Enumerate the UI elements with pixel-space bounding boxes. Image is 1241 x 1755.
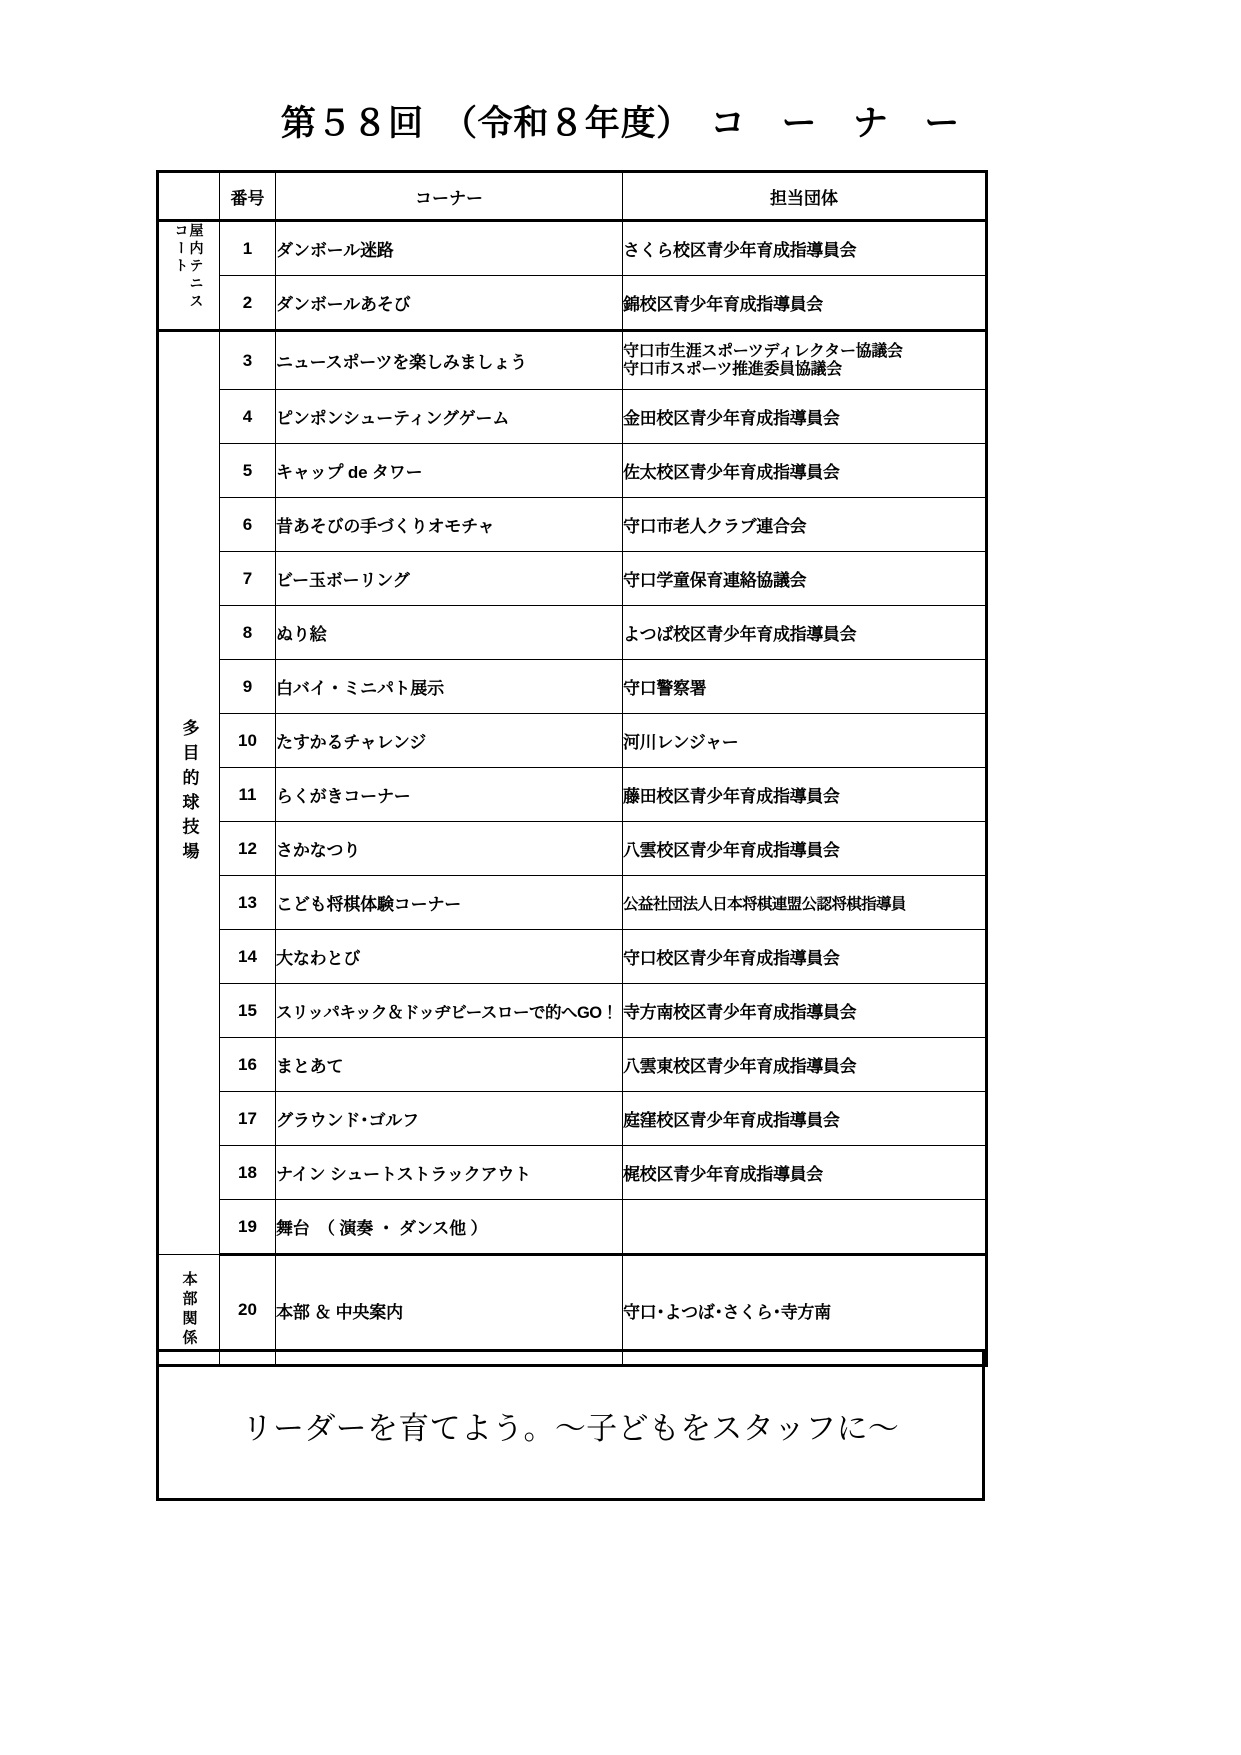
row-number: 10: [220, 714, 276, 768]
row-organization: 守口学童保育連絡協議会: [623, 552, 987, 606]
row-corner: 舞台 （ 演奏 ・ ダンス他 ）: [276, 1200, 623, 1255]
table-row: [158, 714, 987, 768]
row-corner: 大なわとび: [276, 930, 623, 984]
group-label-line1: 多目的球技場: [179, 719, 199, 867]
table-row: [158, 1092, 987, 1146]
group-label-multipurpose-ball-field: [158, 331, 220, 1255]
footer-slogan: リーダーを育てよう。～子どもをスタッフに～: [241, 1410, 900, 1446]
row-number: 9: [220, 660, 276, 714]
row-corner: 白バイ・ミニパト展示: [276, 660, 623, 714]
row-number: 3: [220, 331, 276, 390]
corner-table: [156, 170, 988, 1367]
header-group-blank: [158, 172, 220, 221]
row-organization: [623, 331, 987, 390]
table-row: [158, 498, 987, 552]
row-number: 15: [220, 984, 276, 1038]
row-organization: 藤田校区青少年育成指導員会: [623, 768, 987, 822]
row-organization: 錦校区青少年育成指導員会: [623, 276, 987, 331]
row-organization: 河川レンジャー: [623, 714, 987, 768]
table-row: [158, 876, 987, 930]
row-number: 19: [220, 1200, 276, 1255]
table-row: [158, 444, 987, 498]
row-organization: 八雲校区青少年育成指導員会: [623, 822, 987, 876]
row-corner: キャップ de タワー: [276, 444, 623, 498]
table-row: [158, 930, 987, 984]
row-organization: さくら校区青少年育成指導員会: [623, 221, 987, 276]
header-number: 番号: [220, 172, 276, 221]
group-label-indoor-tennis-court: [158, 221, 220, 331]
row-corner: ダンボール迷路: [276, 221, 623, 276]
group-label-line1: 本部関係: [180, 1270, 198, 1349]
group-label-line1: 屋内テニス: [188, 223, 205, 312]
table-header-row: [158, 172, 987, 221]
row-number: 16: [220, 1038, 276, 1092]
table-row: [158, 1200, 987, 1255]
row-number: 12: [220, 822, 276, 876]
corner-table-wrapper: [156, 170, 985, 1367]
header-organization: 担当団体: [623, 172, 987, 221]
table-row: [158, 822, 987, 876]
row-organization: 寺方南校区青少年育成指導員会: [623, 984, 987, 1038]
row-organization: 梶校区青少年育成指導員会: [623, 1146, 987, 1200]
row-organization: 佐太校区青少年育成指導員会: [623, 444, 987, 498]
table-row: [158, 552, 987, 606]
table-row: [158, 221, 987, 276]
table-row: [158, 660, 987, 714]
row-corner: ピンポンシューティングゲーム: [276, 390, 623, 444]
row-number: 4: [220, 390, 276, 444]
row-organization: 庭窪校区青少年育成指導員会: [623, 1092, 987, 1146]
row-corner: さかなつり: [276, 822, 623, 876]
group-label-line2: コート: [173, 223, 190, 276]
row-number: 17: [220, 1092, 276, 1146]
row-corner: ぬり絵: [276, 606, 623, 660]
row-number: 1: [220, 221, 276, 276]
table-row: [158, 276, 987, 331]
row-number: 6: [220, 498, 276, 552]
row-organization-line1: 守口市生涯スポーツディレクター協議会: [623, 342, 903, 360]
row-number: 8: [220, 606, 276, 660]
row-number: 11: [220, 768, 276, 822]
row-corner: まとあて: [276, 1038, 623, 1092]
table-row: [158, 390, 987, 444]
row-organization: よつば校区青少年育成指導員会: [623, 606, 987, 660]
row-corner: ナイン シュートストラックアウト: [276, 1146, 623, 1200]
row-corner: ビー玉ボーリング: [276, 552, 623, 606]
row-number: 2: [220, 276, 276, 331]
row-corner: らくがきコーナー: [276, 768, 623, 822]
row-number: 5: [220, 444, 276, 498]
row-number: 18: [220, 1146, 276, 1200]
table-row: [158, 606, 987, 660]
table-row: [158, 768, 987, 822]
row-corner: ダンボールあそび: [276, 276, 623, 331]
table-row: [158, 1038, 987, 1092]
table-row: [158, 1146, 987, 1200]
row-organization: 八雲東校区青少年育成指導員会: [623, 1038, 987, 1092]
row-corner: スリッパキック＆ドッヂビースローで的へGO！: [276, 984, 623, 1038]
row-organization: 守口校区青少年育成指導員会: [623, 930, 987, 984]
row-number: 7: [220, 552, 276, 606]
footer-slogan-box: [156, 1349, 985, 1501]
row-organization-line2: 守口市スポーツ推進委員協議会: [623, 360, 842, 378]
row-number: 13: [220, 876, 276, 930]
row-corner: 昔あそびの手づくりオモチャ: [276, 498, 623, 552]
row-corner: ニュースポーツを楽しみましょう: [276, 331, 623, 390]
row-number: 20: [220, 1255, 276, 1366]
header-corner: コーナー: [276, 172, 623, 221]
row-corner: 本部 ＆ 中央案内: [276, 1255, 623, 1366]
row-organization: 金田校区青少年育成指導員会: [623, 390, 987, 444]
row-corner: たすかるチャレンジ: [276, 714, 623, 768]
row-organization: 守口警察署: [623, 660, 987, 714]
row-corner: グラウンド･ゴルフ: [276, 1092, 623, 1146]
row-organization: 守口市老人クラブ連合会: [623, 498, 987, 552]
table-row: [158, 331, 987, 390]
row-corner: こども将棋体験コーナー: [276, 876, 623, 930]
row-organization: 公益社団法人日本将棋連盟公認将棋指導員: [623, 876, 987, 930]
page-title: 第５８回 （令和８年度） コ ー ナ ー: [280, 104, 960, 143]
row-number: 14: [220, 930, 276, 984]
row-organization: 守口･よつば･さくら･寺方南: [623, 1255, 987, 1366]
table-row: [158, 984, 987, 1038]
row-organization: [623, 1200, 987, 1255]
